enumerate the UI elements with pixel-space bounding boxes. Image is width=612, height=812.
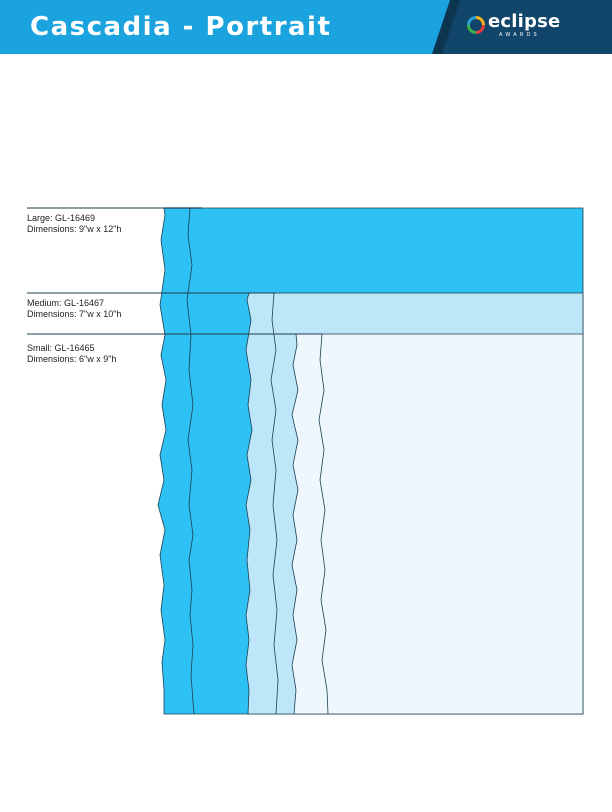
medium-size-name: Medium: GL-16467 [27,298,105,308]
large-size-dimensions: Dimensions: 9"w x 12"h [27,224,122,234]
small-plaque [292,334,583,714]
logo-subtext: AWARDS [499,32,540,38]
large-size-name: Large: GL-16469 [27,213,96,223]
large-size-label [27,213,121,235]
page-title: Cascadia - Portrait [30,12,332,42]
medium-size-dimensions: Dimensions: 7"w x 10"h [27,309,122,319]
medium-size-label [27,298,121,320]
small-size-label [27,343,116,365]
logo-wordmark: eclipse [488,11,561,32]
small-size-dimensions: Dimensions: 6"w x 9"h [27,354,117,364]
small-size-name: Small: GL-16465 [27,343,95,353]
